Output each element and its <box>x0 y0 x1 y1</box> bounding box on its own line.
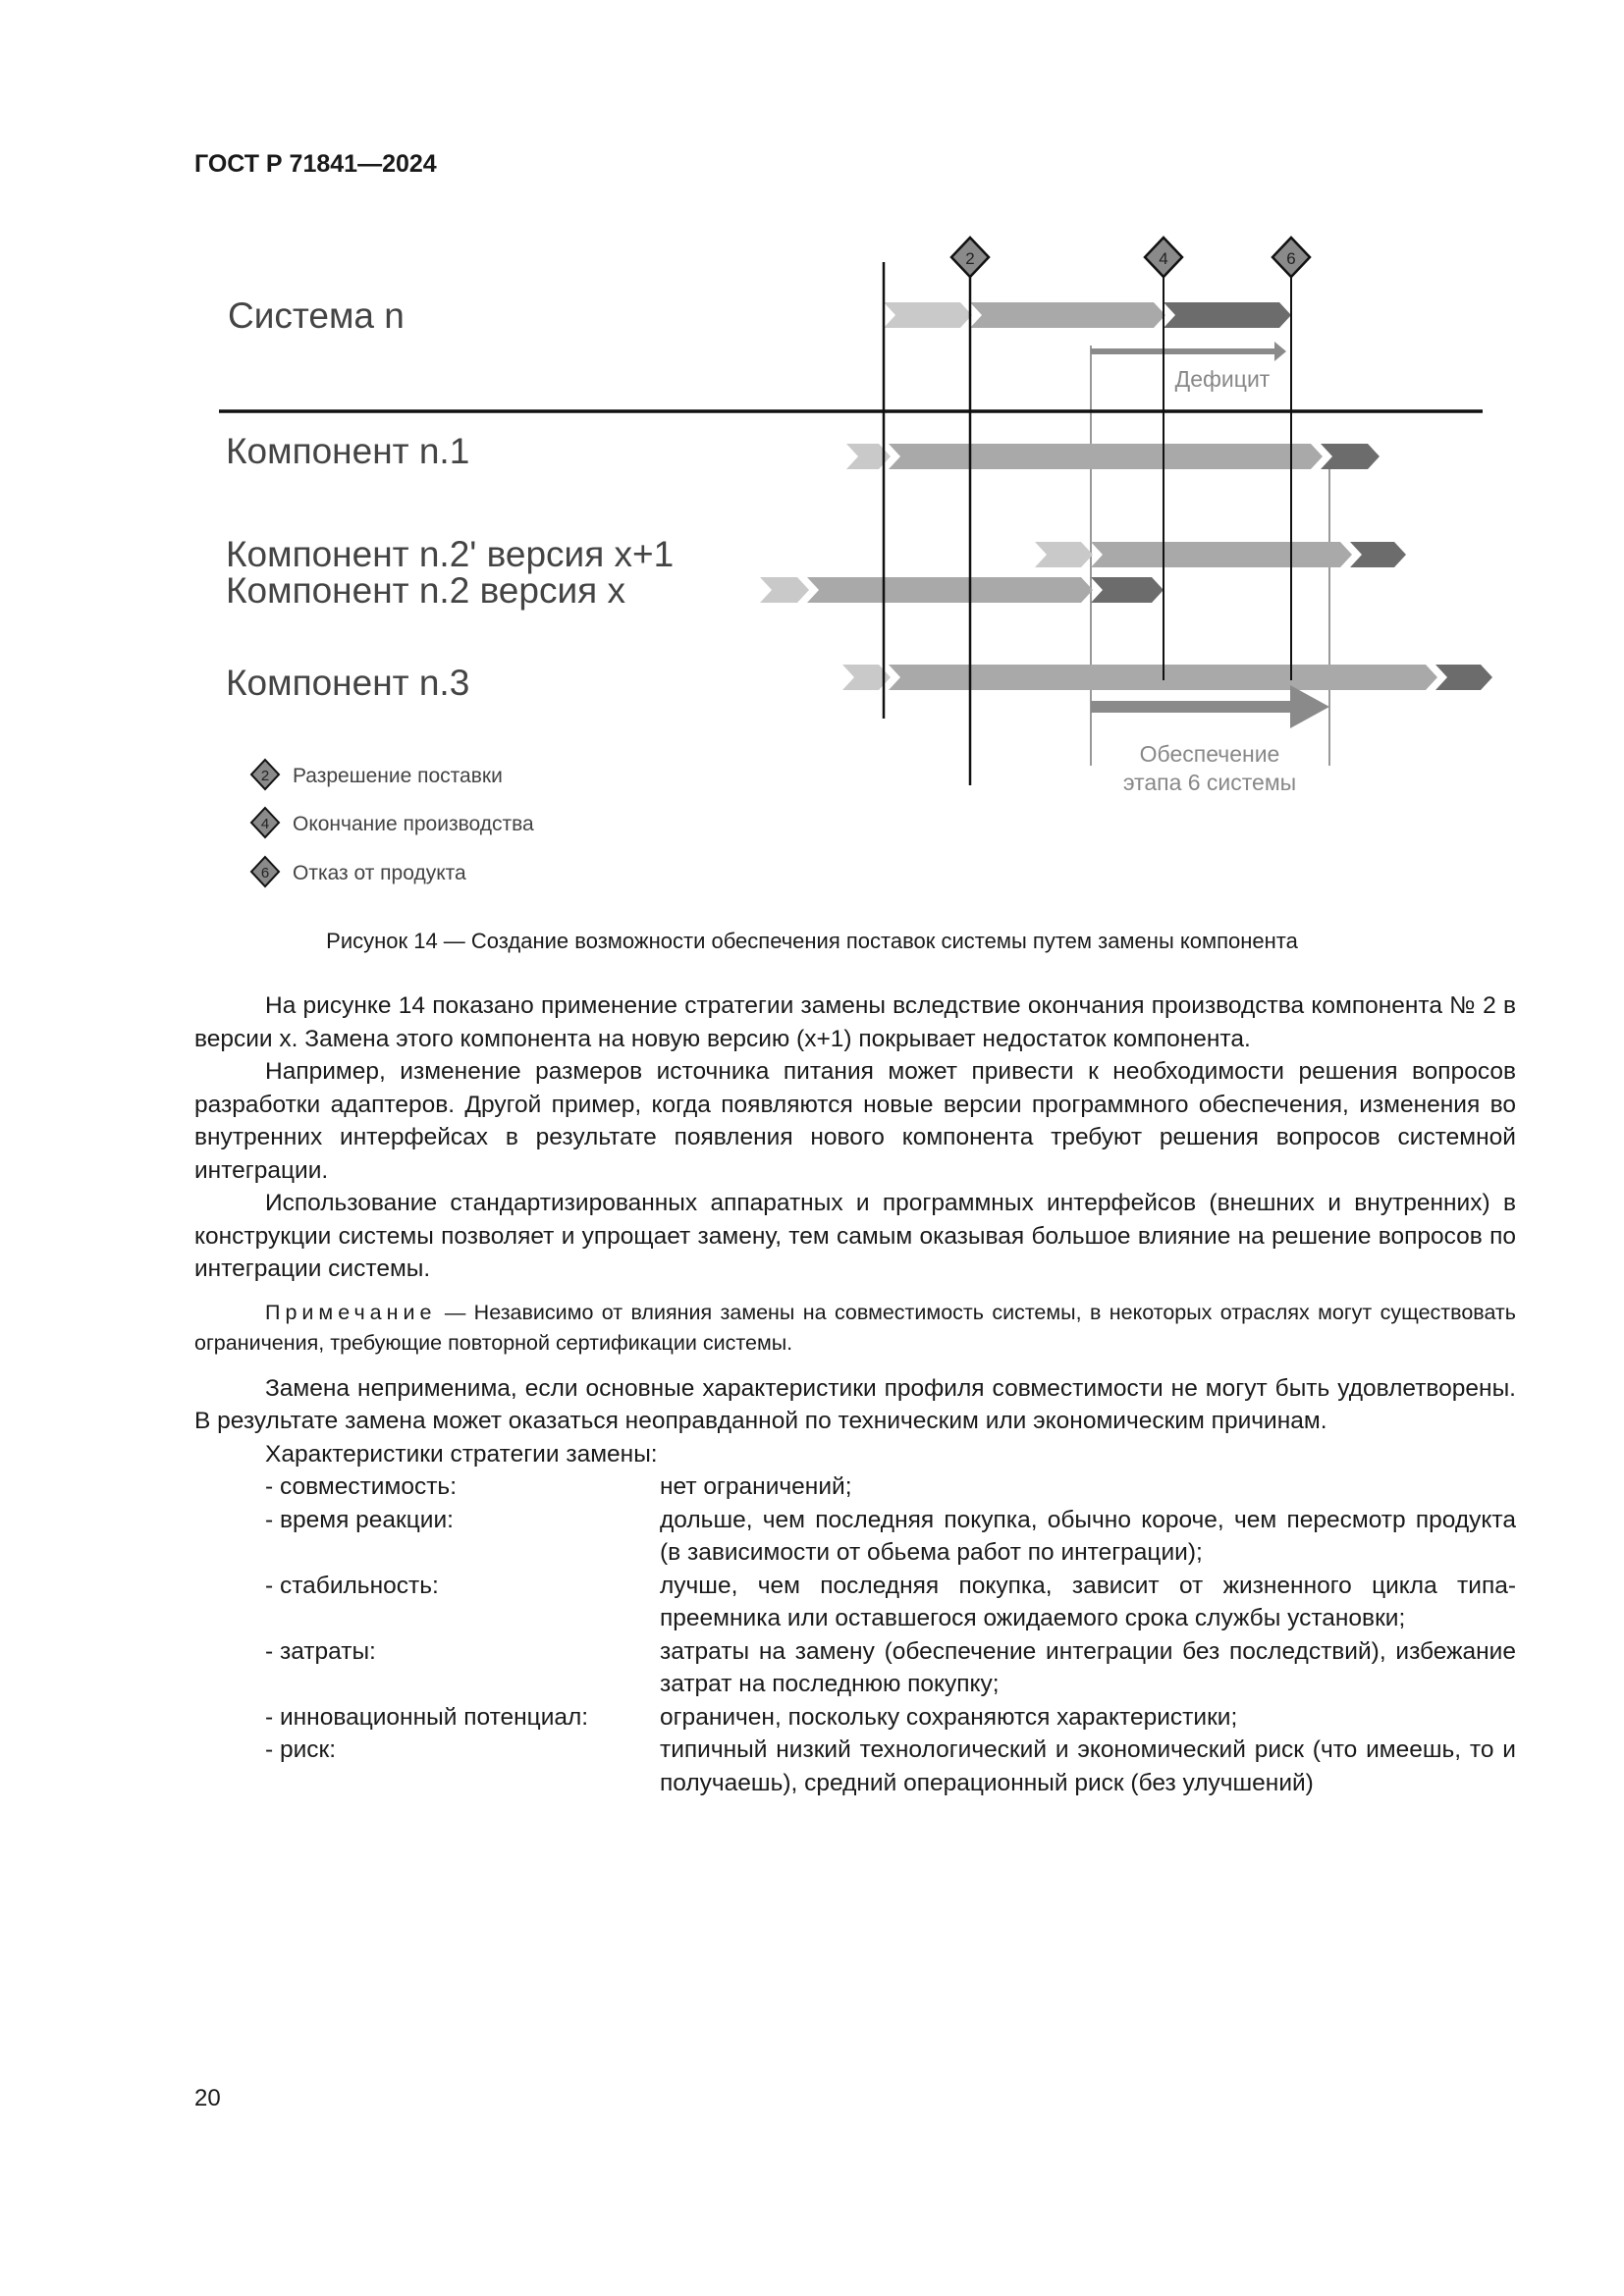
list-key: - совместимость: <box>265 1473 457 1500</box>
legend-label: Отказ от продукта <box>293 862 466 884</box>
note-text: — Независимо от влияния замены на совместимость системы, в некоторых отраслях могут существовать ограничения, требующие повторной сертификации системы. <box>194 1300 1516 1355</box>
paragraph: На рисунке 14 показано применение стратегии замены вследствие окончания производства компонента № 2 в версии x. Замена этого компонента на новую версию (x+1) покрывает недостаток компонента. <box>194 992 1516 1052</box>
list-value: типичный низкий технологический и экономический риск (что имеешь, то и получаешь), средний операционный риск (без улучшений) <box>660 1736 1516 1796</box>
paragraph: Использование стандартизированных аппаратных и программных интерфейсов (внешних и внутренних) в конструкции системы позволяет и упрощает замену, тем самым оказывая большое влияние на решение вопросов по интеграции системы. <box>194 1190 1516 1282</box>
list-key: - время реакции: <box>265 1506 454 1533</box>
bar-segment-light <box>884 302 972 328</box>
milestone-2-number: 2 <box>965 249 975 268</box>
list-key: - затраты: <box>265 1637 376 1665</box>
list-item <box>194 1734 1516 1799</box>
bar-segment-light <box>760 577 809 603</box>
legend-item-product-discontinuation <box>251 857 466 886</box>
bar-segment-dark <box>1091 577 1164 603</box>
bar-segment-mid <box>807 577 1093 603</box>
milestone-2-diamond-icon <box>951 238 989 277</box>
list-item <box>194 1470 1516 1504</box>
deficit-label: Дефицит <box>1174 366 1271 392</box>
component-3-bar <box>842 665 1492 690</box>
component-2-new-label: Компонент n.2' версия x+1 <box>226 534 675 574</box>
bar-segment-mid <box>1091 542 1352 567</box>
bar-segment-dark <box>1350 542 1406 567</box>
component-2-old-bar <box>760 577 1164 603</box>
bar-segment-light <box>1035 542 1093 567</box>
deficit-arrow <box>1091 342 1286 361</box>
page-number: 20 <box>194 2085 221 2111</box>
paragraph: Замена неприменима, если основные характеристики профиля совместимости не могут быть удовлетворены. В результате замена может оказаться неоправданной по техническим или экономическим причинам. <box>194 1374 1516 1434</box>
bar-segment-mid <box>889 444 1323 469</box>
provision-label-line1: Обеспечение <box>1139 741 1280 767</box>
paragraph: Например, изменение размеров источника питания может привести к необходимости решения вопросов разработки адаптеров. Другой пример, когда появляются новые версии программного обеспечения, изменения во внутренних интерфейсах в результате появления нового компонента требуют решения вопросов системной интеграции. <box>194 1058 1516 1184</box>
milestone-4-number: 4 <box>1159 249 1168 268</box>
legend-label: Разрешение поставки <box>293 765 503 787</box>
note-label: Примечание <box>265 1300 437 1324</box>
list-item <box>194 1635 1516 1701</box>
bar-segment-dark <box>1321 444 1380 469</box>
legend-item-end-of-production <box>251 808 534 837</box>
bar-segment-dark <box>1164 302 1291 328</box>
legend-number: 2 <box>260 768 270 784</box>
component-1-label: Компонент n.1 <box>226 431 470 471</box>
milestone-4-diamond-icon <box>1145 238 1182 277</box>
legend-label: Окончание производства <box>293 813 534 835</box>
legend-number: 6 <box>260 865 270 881</box>
provision-label-line2: этапа 6 системы <box>1122 770 1297 795</box>
legend <box>251 760 534 886</box>
list-value: дольше, чем последняя покупка, обычно короче, чем пересмотр продукта (в зависимости от обьема работ по интеграции); <box>660 1506 1516 1566</box>
list-value: нет ограничений; <box>660 1473 852 1500</box>
list-key: - риск: <box>265 1736 337 1763</box>
legend-item-delivery-approval <box>251 760 503 789</box>
body-text <box>194 989 1516 1799</box>
bar-segment-dark <box>1435 665 1492 690</box>
provision-arrow <box>1091 685 1329 728</box>
component-1-bar <box>846 444 1380 469</box>
milestone-6-diamond-icon <box>1272 238 1310 277</box>
list-value: лучше, чем последняя покупка, зависит от жизненного цикла типа-преемника или оставшегося ожидаемого срока службы установки; <box>660 1572 1516 1631</box>
document-header: ГОСТ Р 71841—2024 <box>194 150 437 178</box>
component-3-label: Компонент n.3 <box>226 663 470 703</box>
legend-number: 4 <box>260 816 270 832</box>
list-value: ограничен, поскольку сохраняются характеристики; <box>660 1703 1238 1731</box>
list-value: затраты на замену (обеспечение интеграции без последствий), избежание затрат на последнюю покупку; <box>660 1637 1516 1697</box>
list-item <box>194 1570 1516 1635</box>
note <box>194 1298 1516 1359</box>
list-intro: Характеристики стратегии замены: <box>265 1440 658 1468</box>
system-bar <box>884 302 1291 328</box>
list-item <box>194 1701 1516 1735</box>
list-item <box>194 1504 1516 1570</box>
list-key: - инновационный потенциал: <box>265 1703 589 1731</box>
characteristics-list <box>194 1470 1516 1799</box>
figure-caption: Рисунок 14 — Создание возможности обеспечения поставок системы путем замены компонента <box>326 929 1298 953</box>
figure-14-diagram <box>0 0 1624 923</box>
milestone-6-number: 6 <box>1286 249 1296 268</box>
list-key: - стабильность: <box>265 1572 439 1599</box>
component-2-old-label: Компонент n.2 версия x <box>226 570 625 611</box>
bar-segment-mid <box>970 302 1165 328</box>
system-label: Система n <box>228 295 405 336</box>
